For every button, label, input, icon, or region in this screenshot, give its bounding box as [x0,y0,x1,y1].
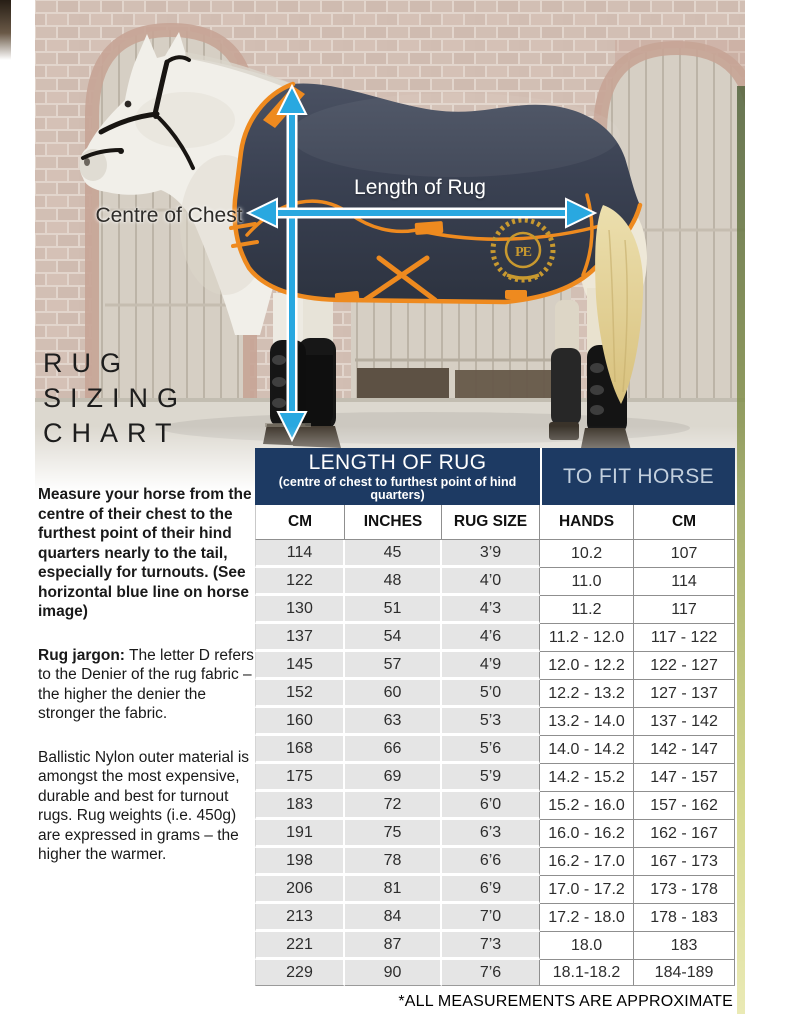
table-cell: 198 [255,848,345,876]
table-cell: 11.2 - 12.0 [540,624,634,652]
length-of-rug-header: LENGTH OF RUG (centre of chest to furthest point of hind quarters) [255,448,540,505]
table-cell: 4’3 [442,596,540,624]
table-cell: 122 - 127 [634,652,735,680]
ballistic-nylon-note: Ballistic Nylon outer material is amongst the most expensive, durable and best for turnout rugs. Rug weights (i.e. 450g) are expressed in grams – the higher the warmer. [38,748,250,863]
col-header-hands: HANDS [540,505,634,540]
group-header-row [255,448,735,505]
to-fit-horse-header: TO FIT HORSE [540,448,735,505]
rug-jargon-note [38,646,254,724]
title-line-1: RUG [43,348,130,378]
table-row [255,540,735,568]
table-cell: 18.0 [540,932,634,960]
table-cell: 4’9 [442,652,540,680]
table-cell: 152 [255,680,345,708]
table-cell: 183 [634,932,735,960]
table-cell: 12.0 - 12.2 [540,652,634,680]
col-header-rug-size: RUG SIZE [442,505,540,540]
col-header-cm-2: CM [634,505,735,540]
table-cell: 178 - 183 [634,904,735,932]
table-cell: 72 [345,792,442,820]
col-header-inches: INCHES [345,505,442,540]
table-cell: 160 [255,708,345,736]
table-cell: 6’3 [442,820,540,848]
table-row [255,792,735,820]
table-cell: 173 - 178 [634,876,735,904]
table-cell: 147 - 157 [634,764,735,792]
table-cell: 48 [345,568,442,596]
table-cell: 6’9 [442,876,540,904]
table-cell: 18.1-18.2 [540,960,634,986]
table-cell: 60 [345,680,442,708]
title-line-3: CHART [43,418,181,448]
table-cell: 69 [345,764,442,792]
title-line-2: SIZING [43,383,188,413]
measure-instructions: Measure your horse from the centre of their chest to the furthest point of their hind quarters nearly to the tail, especially for turnouts. (See horizontal blue line on horse image) [38,486,252,620]
measurements-footnote: *ALL MEASUREMENTS ARE APPROXIMATE [398,993,733,1010]
table-row [255,960,735,986]
table-row [255,708,735,736]
table-cell: 57 [345,652,442,680]
table-cell: 75 [345,820,442,848]
table-cell: 5’9 [442,764,540,792]
table-cell: 16.0 - 16.2 [540,820,634,848]
rug-jargon-label: Rug jargon: [38,646,125,664]
table-cell: 17.0 - 17.2 [540,876,634,904]
table-body [255,540,735,986]
table-cell: 127 - 137 [634,680,735,708]
centre-of-chest-label: Centre of Chest [95,204,243,227]
table-cell: 5’3 [442,708,540,736]
info-text [38,485,254,889]
table-cell: 6’0 [442,792,540,820]
table-cell: 183 [255,792,345,820]
table-cell: 11.2 [540,596,634,624]
table-cell: 122 [255,568,345,596]
column-header-row [255,505,735,540]
table-cell: 175 [255,764,345,792]
table-row [255,820,735,848]
table-cell: 137 [255,624,345,652]
table-cell: 7’3 [442,932,540,960]
table-cell: 5’0 [442,680,540,708]
table-cell: 63 [345,708,442,736]
table-cell: 81 [345,876,442,904]
table-cell: 3’9 [442,540,540,568]
table-cell: 191 [255,820,345,848]
table-cell: 16.2 - 17.0 [540,848,634,876]
table-cell: 5’6 [442,736,540,764]
table-cell: 66 [345,736,442,764]
table-row [255,652,735,680]
table-cell: 4’6 [442,624,540,652]
table-cell: 107 [634,540,735,568]
table-cell: 117 [634,596,735,624]
table-cell: 6’6 [442,848,540,876]
table-cell: 51 [345,596,442,624]
svg-text:PE: PE [515,245,531,260]
table-cell: 168 [255,736,345,764]
table-cell: 12.2 - 13.2 [540,680,634,708]
table-cell: 142 - 147 [634,736,735,764]
table-cell: 213 [255,904,345,932]
table-cell: 17.2 - 18.0 [540,904,634,932]
table-cell: 229 [255,960,345,986]
table-cell: 114 [634,568,735,596]
table-row [255,848,735,876]
table-row [255,904,735,932]
table-cell: 84 [345,904,442,932]
sizing-table [255,448,735,986]
table-row [255,568,735,596]
table-cell: 7’0 [442,904,540,932]
table-cell: 87 [345,932,442,960]
photo-edge-strip [737,86,745,1014]
table-cell: 15.2 - 16.0 [540,792,634,820]
length-of-rug-label: Length of Rug [354,176,486,199]
table-cell: 78 [345,848,442,876]
table-cell: 10.2 [540,540,634,568]
table-row [255,596,735,624]
table-cell: 145 [255,652,345,680]
table-cell: 206 [255,876,345,904]
rug-jargon-text: The letter D refers to the Denier of the rug fabric – the higher the denier the stronger the fabric. [38,646,254,722]
page-title [43,346,187,451]
table-cell: 157 - 162 [634,792,735,820]
table-row [255,624,735,652]
table-cell: 54 [345,624,442,652]
table-cell: 11.0 [540,568,634,596]
table-row [255,876,735,904]
table-row [255,932,735,960]
table-cell: 7’6 [442,960,540,986]
table-cell: 184-189 [634,960,735,986]
table-cell: 14.2 - 15.2 [540,764,634,792]
table-cell: 167 - 173 [634,848,735,876]
table-cell: 90 [345,960,442,986]
table-cell: 45 [345,540,442,568]
table-cell: 137 - 142 [634,708,735,736]
table-cell: 114 [255,540,345,568]
table-row [255,680,735,708]
photo-corner-fragment [0,0,11,60]
table-cell: 130 [255,596,345,624]
table-cell: 14.0 - 14.2 [540,736,634,764]
table-cell: 4’0 [442,568,540,596]
table-row [255,736,735,764]
table-cell: 162 - 167 [634,820,735,848]
table-cell: 117 - 122 [634,624,735,652]
table-cell: 221 [255,932,345,960]
col-header-cm: CM [255,505,345,540]
table-row [255,764,735,792]
table-cell: 13.2 - 14.0 [540,708,634,736]
